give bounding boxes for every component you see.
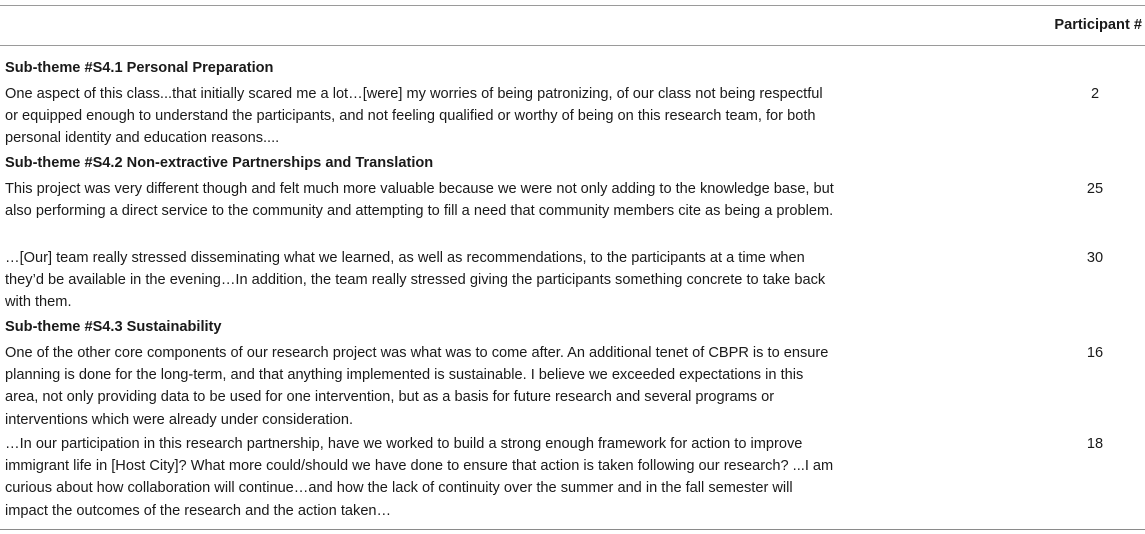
quote-text: One of the other core components of our research project was what was to come after. An additional tenet of CBPR is to ensure planning is done for the long-term, and that anything implemented is sustainable. I believe we exceeded expectations in this area, not only providing data to be used for one intervention, but as a basis for future research and several programs or interventions which were already under consideration. (5, 345, 829, 428)
quote-text: One aspect of this class...that initially scared me a lot…[were] my worries of being patronizing, of our class not being respectful or equipped enough to understand the participants, and not feeling qualified or worthy of being on this research team, for both personal identity and education reasons.... (5, 86, 823, 147)
table-row (5, 178, 1140, 222)
participant-number: 25 (1086, 181, 1104, 197)
header-divider-rule (0, 45, 1145, 46)
table-row (5, 83, 1140, 150)
quote-text: This project was very different though and felt much more valuable because we were not only adding to the knowledge base, but also performing a direct service to the community and attempting to fill a need that community members cite as being a problem. (5, 181, 834, 220)
table-top-rule (0, 5, 1145, 6)
table-row (5, 433, 1140, 522)
table-row (5, 342, 1140, 431)
participant-number: 16 (1086, 345, 1104, 361)
table-row (5, 247, 1140, 314)
table-bottom-rule (0, 529, 1145, 530)
participant-number: 18 (1086, 436, 1104, 452)
participant-number: 2 (1090, 86, 1100, 102)
participant-number: 30 (1086, 250, 1104, 266)
participant-column-header: Participant # (1054, 17, 1142, 33)
subtheme-heading: Sub-theme #S4.3 Sustainability (5, 319, 222, 335)
quote-text: …In our participation in this research partnership, have we worked to build a strong enough framework for action to improve immigrant life in [Host City]? What more could/should we have done to ensure that action is taken following our research? ...I am curious about how collaboration will continue…and how the lack of continuity over the summer and in the fall semester will impact the outcomes of the research and the action taken… (5, 436, 834, 519)
subtheme-heading: Sub-theme #S4.1 Personal Preparation (5, 60, 274, 76)
quote-text: …[Our] team really stressed disseminating what we learned, as well as recommendations, to the participants at a time when they’d be available in the evening…In addition, the team really stressed giving the participants something concrete to take back with them. (5, 250, 826, 311)
subtheme-heading: Sub-theme #S4.2 Non-extractive Partnerships and Translation (5, 155, 434, 171)
